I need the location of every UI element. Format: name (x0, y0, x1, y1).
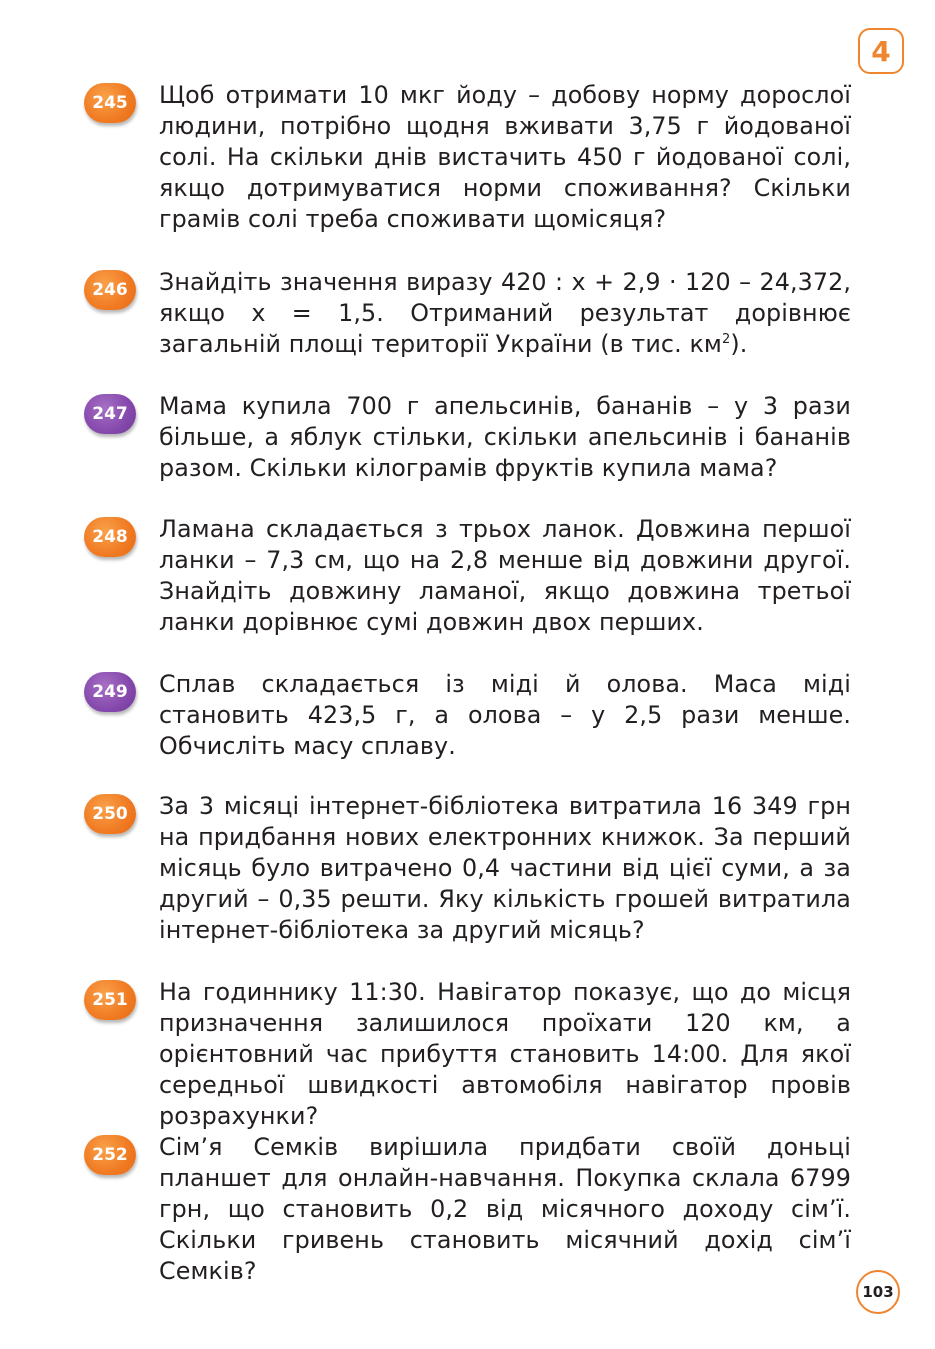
page-number: 103 (856, 1270, 900, 1314)
problem-number-badge: 251 (84, 980, 136, 1020)
problem-number-badge: 247 (84, 394, 136, 434)
problem-text (159, 267, 851, 360)
problem-text: Сплав складається із міді й олова. Маса міді становить 423,5 г, а олова – у 2,5 рази менше. Обчисліть масу сплаву. (159, 670, 851, 760)
problem-text: Сім’я Семків вирішила придбати своїй доньці планшет для онлайн-навчання. Покупка склала 6799 грн, що становить 0,2 від місячного доходу сім’ї. Скільки гривень становить місячний дохід сім’ї Семків? (159, 1133, 851, 1285)
problem-text: Ламана складається з трьох ланок. Довжина першої ланки – 7,3 см, що на 2,8 менше від довжини другої. Знайдіть довжину ламаної, якщо довжина третьої ланки дорівнює сумі довжин двох перших. (159, 515, 851, 636)
problem-text: Мама купила 700 г апельсинів, бананів – у 3 рази більше, а яблук стільки, скільки апельсинів і бананів разом. Скільки кілограмів фруктів купила мама? (159, 392, 851, 482)
problem-number-badge: 245 (84, 83, 136, 123)
superscript: 2 (721, 332, 731, 348)
problem-number-badge: 249 (84, 672, 136, 712)
problem-text: Щоб отримати 10 мкг йоду – добову норму дорослої людини, потрібно щодня вживати 3,75 г йодованої солі. На скільки днів вистачить 450 г йодованої солі, якщо дотримуватися норми споживання? Скільки грамів солі треба споживати щомісяця? (159, 81, 851, 233)
chapter-badge: 4 (858, 28, 904, 74)
problem-text: На годиннику 11:30. Навігатор показує, що до місця призначення залишилося проїхати 120 км, а орієнтовний час прибуття становить 14:00. Для якої середньої швидкості автомобіля навігатор провів розрахунки? (159, 978, 851, 1130)
problem-text-main: Знайдіть значення виразу 420 : x + 2,9 · 120 – 24,372, якщо x = 1,5. Отриманий результат дорівнює загальній площі території України (в тис. км (159, 268, 851, 358)
problem-text-end: ). (730, 330, 748, 358)
problem-text: За 3 місяці інтернет-бібліотека витратила 16 349 грн на придбання нових електронних книжок. За перший місяць було витрачено 0,4 частини від цієї суми, а за другий – 0,35 решти. Яку кількість грошей витратила інтернет-бібліотека за другий місяць? (159, 792, 851, 944)
problem-number-badge: 252 (84, 1135, 136, 1175)
problem-number-badge: 250 (84, 794, 136, 834)
problem-number-badge: 248 (84, 517, 136, 557)
problem-number-badge: 246 (84, 270, 136, 310)
